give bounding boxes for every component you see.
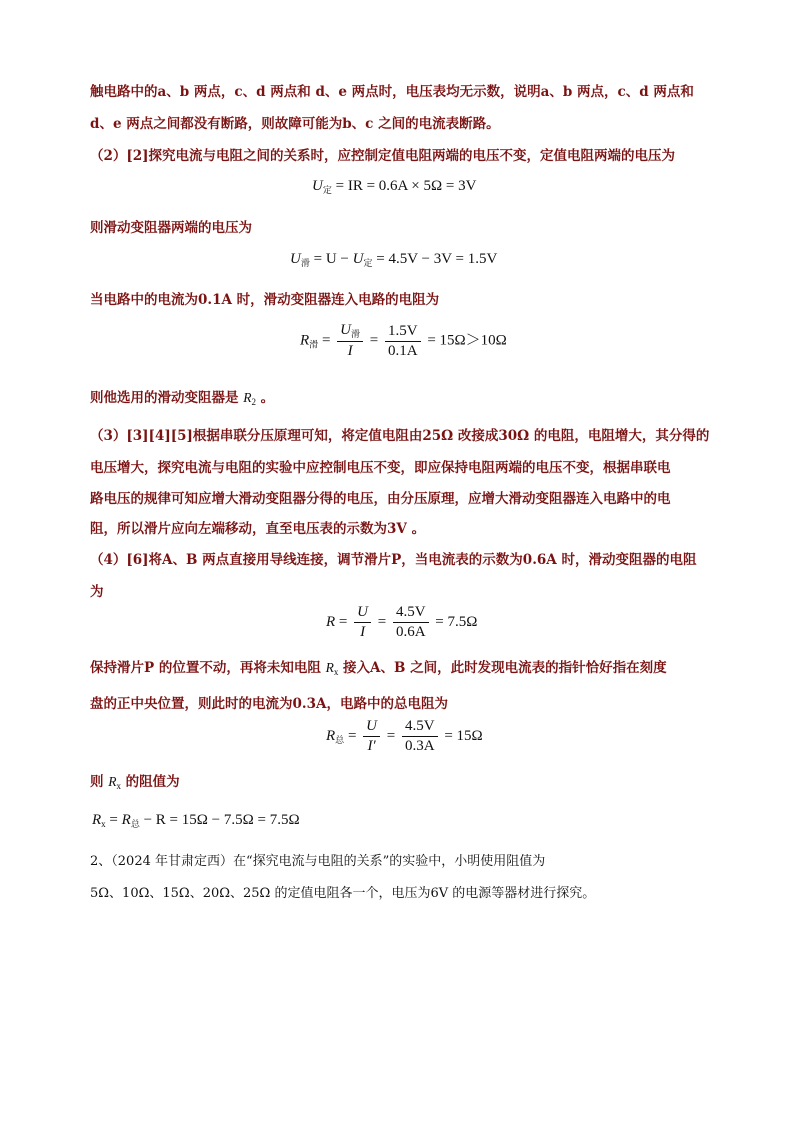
inline-formula-rx — [326, 660, 339, 675]
formula-var: R — [108, 774, 117, 789]
fraction — [337, 322, 363, 360]
formula-var: U — [352, 251, 364, 267]
fraction — [354, 604, 371, 641]
paragraph-line: （4）[6]将A、B 两点直接用导线连接，调节滑片P，当电流表的示数为0.6A 时，滑动变阻器的电阻 — [90, 552, 697, 568]
question-line: 2、（2024 年甘肃定西）在“探究电流与电阻的关系”的实验中，小明使用阻值为 — [90, 854, 546, 869]
formula-unknown-resistance — [92, 812, 300, 830]
formula-var: R — [92, 812, 102, 828]
inline-formula-rx — [108, 774, 121, 789]
formula-voltage-fixed — [312, 178, 476, 196]
formula-subscript: 滑 — [351, 329, 361, 339]
formula-rhs: = 4.5V − 3V = 1.5V — [372, 251, 498, 267]
paragraph-text: 接入A、B 之间，此时发现电流表的指针恰好指在刻度 — [343, 660, 667, 676]
formula-total-resistance: $R_总$ = $\frac{U}{I'}$ = $\frac{4.5V}{0.3A}$ = 15Ω — [326, 718, 483, 754]
fraction-denominator: I — [360, 624, 366, 640]
formula-mid: = U − — [309, 251, 353, 267]
fraction — [402, 718, 438, 755]
fraction-denominator: I′ — [367, 738, 376, 754]
formula-var: R — [326, 727, 336, 744]
fraction-numerator: 4.5V — [402, 718, 438, 737]
paragraph-line: 为 — [90, 584, 104, 600]
formula-var: U — [340, 322, 351, 338]
formula-subscript: x — [333, 667, 339, 677]
formula-rhs: = 7.5Ω — [431, 613, 478, 630]
formula-voltage-rheostat — [290, 251, 497, 269]
paragraph-line: 电压增大，探究电流与电阻的实验中应控制电压不变，即应保持电阻两端的电压不变，根据串联电 — [90, 460, 671, 476]
paragraph-line: （2）[2]探究电流与电阻之间的关系时，应控制定值电阻两端的电压不变，定值电阻两端的电压为 — [90, 148, 676, 164]
paragraph-line — [90, 772, 710, 796]
fraction-denominator: 0.6A — [395, 624, 426, 640]
question-line: 5Ω、10Ω、15Ω、20Ω、25Ω 的定值电阻各一个，电压为6V 的电源等器材进行探究。 — [90, 886, 596, 901]
paragraph-line: 盘的正中央位置，则此时的电流为0.3A，电路中的总电阻为 — [90, 696, 448, 712]
paragraph-line: 触电路中的a、b 两点，c、d 两点和 d、e 两点时，电压表均无示数，说明a、b 两点，c、d 两点和 — [90, 84, 694, 100]
fraction — [363, 718, 380, 755]
formula-rhs: = 15Ω＞10Ω — [423, 332, 507, 349]
formula-subscript: x — [101, 819, 106, 829]
formula-var: R — [326, 613, 336, 630]
formula-subscript: 滑 — [309, 339, 319, 350]
formula-var: R — [121, 812, 131, 828]
paragraph-text: 则他选用的滑动变阻器是 — [90, 390, 239, 406]
formula-var: U — [290, 251, 301, 267]
paragraph-line: d、e 两点之间都没有断路，则故障可能为b、c 之间的电流表断路。 — [90, 116, 500, 132]
formula-subscript: 总 — [335, 734, 345, 745]
paragraph-line: 则滑动变阻器两端的电压为 — [90, 220, 252, 236]
formula-rhs: − R = 15Ω − 7.5Ω = 7.5Ω — [139, 812, 300, 828]
fraction-denominator: 0.3A — [404, 738, 435, 754]
formula-var: R — [243, 390, 252, 405]
paragraph-text: 则 — [90, 774, 104, 790]
paragraph-line — [90, 388, 710, 412]
formula-subscript: x — [116, 781, 121, 791]
fraction-numerator: 4.5V — [393, 604, 429, 623]
formula-var: U — [312, 178, 323, 194]
paragraph-line: （3）[3][4][5]根据串联分压原理可知，将定值电阻由25Ω 改接成30Ω 的电阻，电阻增大，其分得的 — [90, 428, 710, 444]
fraction-denominator: 0.1A — [387, 342, 418, 359]
formula-subscript: 总 — [130, 819, 140, 829]
formula-rhs: = 15Ω — [440, 727, 483, 744]
paragraph-line — [90, 658, 710, 682]
formula-mid: = — [105, 812, 122, 828]
paragraph-text: 的阻值为 — [125, 774, 180, 790]
inline-formula-r2 — [243, 390, 256, 405]
paragraph-line: 阻，所以滑片应向左端移动，直至电压表的示数为3V 。 — [90, 521, 426, 537]
paragraph-line: 路电压的规律可知应增大滑动变阻器分得的电压，由分压原理，应增大滑动变阻器连入电路中的电 — [90, 491, 671, 507]
fraction — [393, 604, 429, 641]
formula-var: R — [300, 332, 310, 349]
formula-subscript: 滑 — [300, 258, 310, 268]
formula-var: R — [325, 660, 334, 675]
fraction-numerator: U — [363, 718, 380, 737]
formula-subscript: 定 — [363, 258, 373, 268]
formula-resistance-r: R = $\frac{U}{I}$ = $\frac{4.5V}{0.6A}$ = 7.5Ω — [326, 604, 478, 640]
fraction — [385, 323, 421, 360]
formula-resistance-rheostat: $R_滑$ = $\frac{U_滑}{I}$ = $\frac{1.5V}{0.1A}$ = 15Ω＞10Ω — [300, 322, 507, 359]
fraction-denominator: I — [347, 343, 353, 359]
formula-subscript: 2 — [251, 397, 256, 407]
paragraph-line: 当电路中的电流为0.1A 时，滑动变阻器连入电路的电阻为 — [90, 292, 440, 308]
fraction-numerator: U — [354, 604, 371, 623]
fraction-numerator: 1.5V — [385, 323, 421, 342]
paragraph-text: 。 — [255, 390, 275, 406]
paragraph-text: 保持滑片P 的位置不动，再将未知电阻 — [90, 660, 321, 676]
formula-rhs: = IR = 0.6A × 5Ω = 3V — [331, 178, 477, 194]
formula-subscript: 定 — [322, 185, 332, 195]
